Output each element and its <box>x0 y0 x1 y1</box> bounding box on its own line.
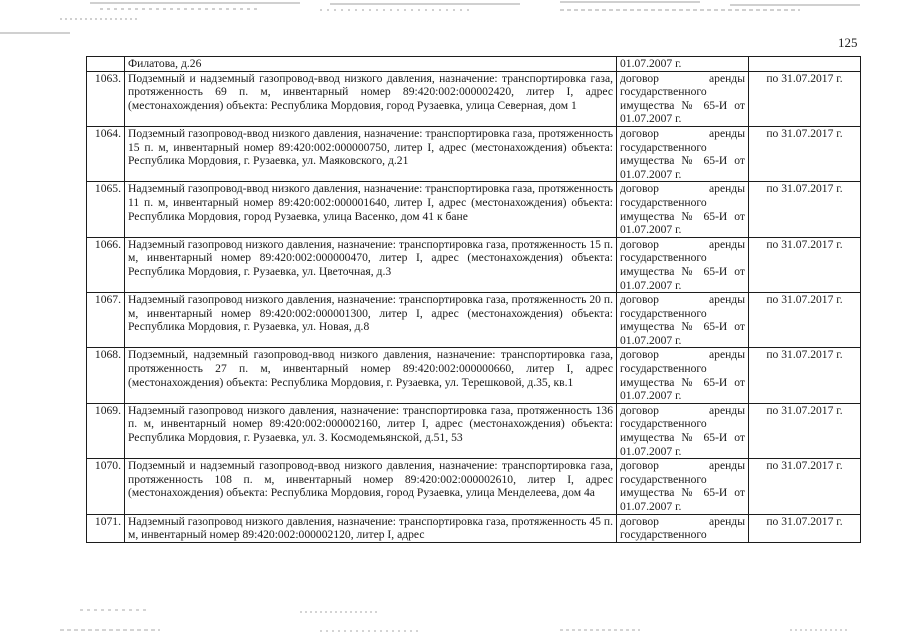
lease-term: по 31.07.2017 г. <box>749 182 861 237</box>
scan-artifact-bottom <box>0 600 905 640</box>
lease-term: по 31.07.2017 г. <box>749 459 861 514</box>
lease-term: по 31.07.2017 г. <box>749 293 861 348</box>
table-row <box>87 126 861 181</box>
row-number: 1071. <box>87 514 125 542</box>
object-description: Надземный газопровод низкого давления, назначение: транспортировка газа, протяженность 45 п. м, инвентарный номер 89:420:002:000002120, литер I, адрес <box>125 514 617 542</box>
table-row-continued <box>87 57 861 72</box>
table-row <box>87 182 861 237</box>
lease-document: договор аренды государственного <box>617 514 749 542</box>
lease-document: договор аренды государственного имущества № 65-И от 01.07.2007 г. <box>617 403 749 458</box>
row-number: 1068. <box>87 348 125 403</box>
lease-document: договор аренды государственного имущества № 65-И от 01.07.2007 г. <box>617 237 749 292</box>
object-description: Надземный газопровод низкого давления, назначение: транспортировка газа, протяженность 20 п. м, инвентарный номер 89:420:002:000001300, литер I, адрес (местонахождения) объекта: Республика Мордовия, г. Рузаевка, ул. Новая, д.8 <box>125 293 617 348</box>
object-description: Филатова, д.26 <box>125 57 617 72</box>
table-row <box>87 237 861 292</box>
lease-term: по 31.07.2017 г. <box>749 237 861 292</box>
table-row <box>87 71 861 126</box>
lease-term: по 31.07.2017 г. <box>749 514 861 542</box>
lease-document: договор аренды государственного имущества № 65-И от 01.07.2007 г. <box>617 71 749 126</box>
row-number <box>87 57 125 72</box>
lease-document: договор аренды государственного имущества № 65-И от 01.07.2007 г. <box>617 348 749 403</box>
table-row <box>87 514 861 542</box>
object-description: Подземный и надземный газопровод-ввод низкого давления, назначение: транспортировка газа, протяженность 108 п. м, инвентарный номер 89:420:002:000002610, литер I, адрес (местонахождения) объекта: Республика Мордовия, город Рузаевка, улица Менделеева, дом 4а <box>125 459 617 514</box>
object-description: Подземный и надземный газопровод-ввод низкого давления, назначение: транспортировка газа, протяженность 69 п. м, инвентарный номер 89:420:002:000002420, литер I, адрес (местонахождения) объекта: Республика Мордовия, город Рузаевка, улица Северная, дом 1 <box>125 71 617 126</box>
object-description: Надземный газопровод низкого давления, назначение: транспортировка газа, протяженность 136 п. м, инвентарный номер 89:420:002:000002160, литер I, адрес (местонахождения) объекта: Республика Мордовия, г. Рузаевка, ул. З. Космодемьянской, д.51, 53 <box>125 403 617 458</box>
property-registry-table <box>86 56 861 543</box>
lease-term <box>749 57 861 72</box>
row-number: 1066. <box>87 237 125 292</box>
table-row <box>87 293 861 348</box>
table-row <box>87 459 861 514</box>
lease-document: договор аренды государственного имущества № 65-И от 01.07.2007 г. <box>617 293 749 348</box>
object-description: Надземный газопровод низкого давления, назначение: транспортировка газа, протяженность 15 п. м, инвентарный номер 89:420:002:000000470, литер I, адрес (местонахождения) объекта: Республика Мордовия, г. Рузаевка, ул. Цветочная, д.3 <box>125 237 617 292</box>
lease-document: договор аренды государственного имущества № 65-И от 01.07.2007 г. <box>617 459 749 514</box>
lease-term: по 31.07.2017 г. <box>749 403 861 458</box>
row-number: 1070. <box>87 459 125 514</box>
page-number: 125 <box>838 35 858 50</box>
lease-term: по 31.07.2017 г. <box>749 126 861 181</box>
lease-document: 01.07.2007 г. <box>617 57 749 72</box>
row-number: 1067. <box>87 293 125 348</box>
object-description: Подземный газопровод-ввод низкого давления, назначение: транспортировка газа, протяженность 15 п. м, инвентарный номер 89:420:002:000000750, литер I, адрес (местонахождения) объекта: Республика Мордовия, г. Рузаевка, ул. Маяковского, д.21 <box>125 126 617 181</box>
lease-document: договор аренды государственного имущества № 65-И от 01.07.2007 г. <box>617 126 749 181</box>
scan-artifact-top <box>0 0 905 36</box>
table-row <box>87 403 861 458</box>
row-number: 1065. <box>87 182 125 237</box>
row-number: 1069. <box>87 403 125 458</box>
lease-term: по 31.07.2017 г. <box>749 71 861 126</box>
lease-document: договор аренды государственного имущества № 65-И от 01.07.2007 г. <box>617 182 749 237</box>
table-row <box>87 348 861 403</box>
lease-term: по 31.07.2017 г. <box>749 348 861 403</box>
row-number: 1064. <box>87 126 125 181</box>
object-description: Подземный, надземный газопровод-ввод низкого давления, назначение: транспортировка газа, протяженность 27 п. м, инвентарный номер 89:420:002:000000660, литер I, адрес (местонахождения) объекта: Республика Мордовия, г. Рузаевка, ул. Терешковой, д.35, кв.1 <box>125 348 617 403</box>
object-description: Надземный газопровод-ввод низкого давления, назначение: транспортировка газа, протяженность 11 п. м, инвентарный номер 89:420:002:000001640, литер I, адрес (местонахождения) объекта: Республика Мордовия, город Рузаевка, улица Васенко, дом 41 к бане <box>125 182 617 237</box>
row-number: 1063. <box>87 71 125 126</box>
